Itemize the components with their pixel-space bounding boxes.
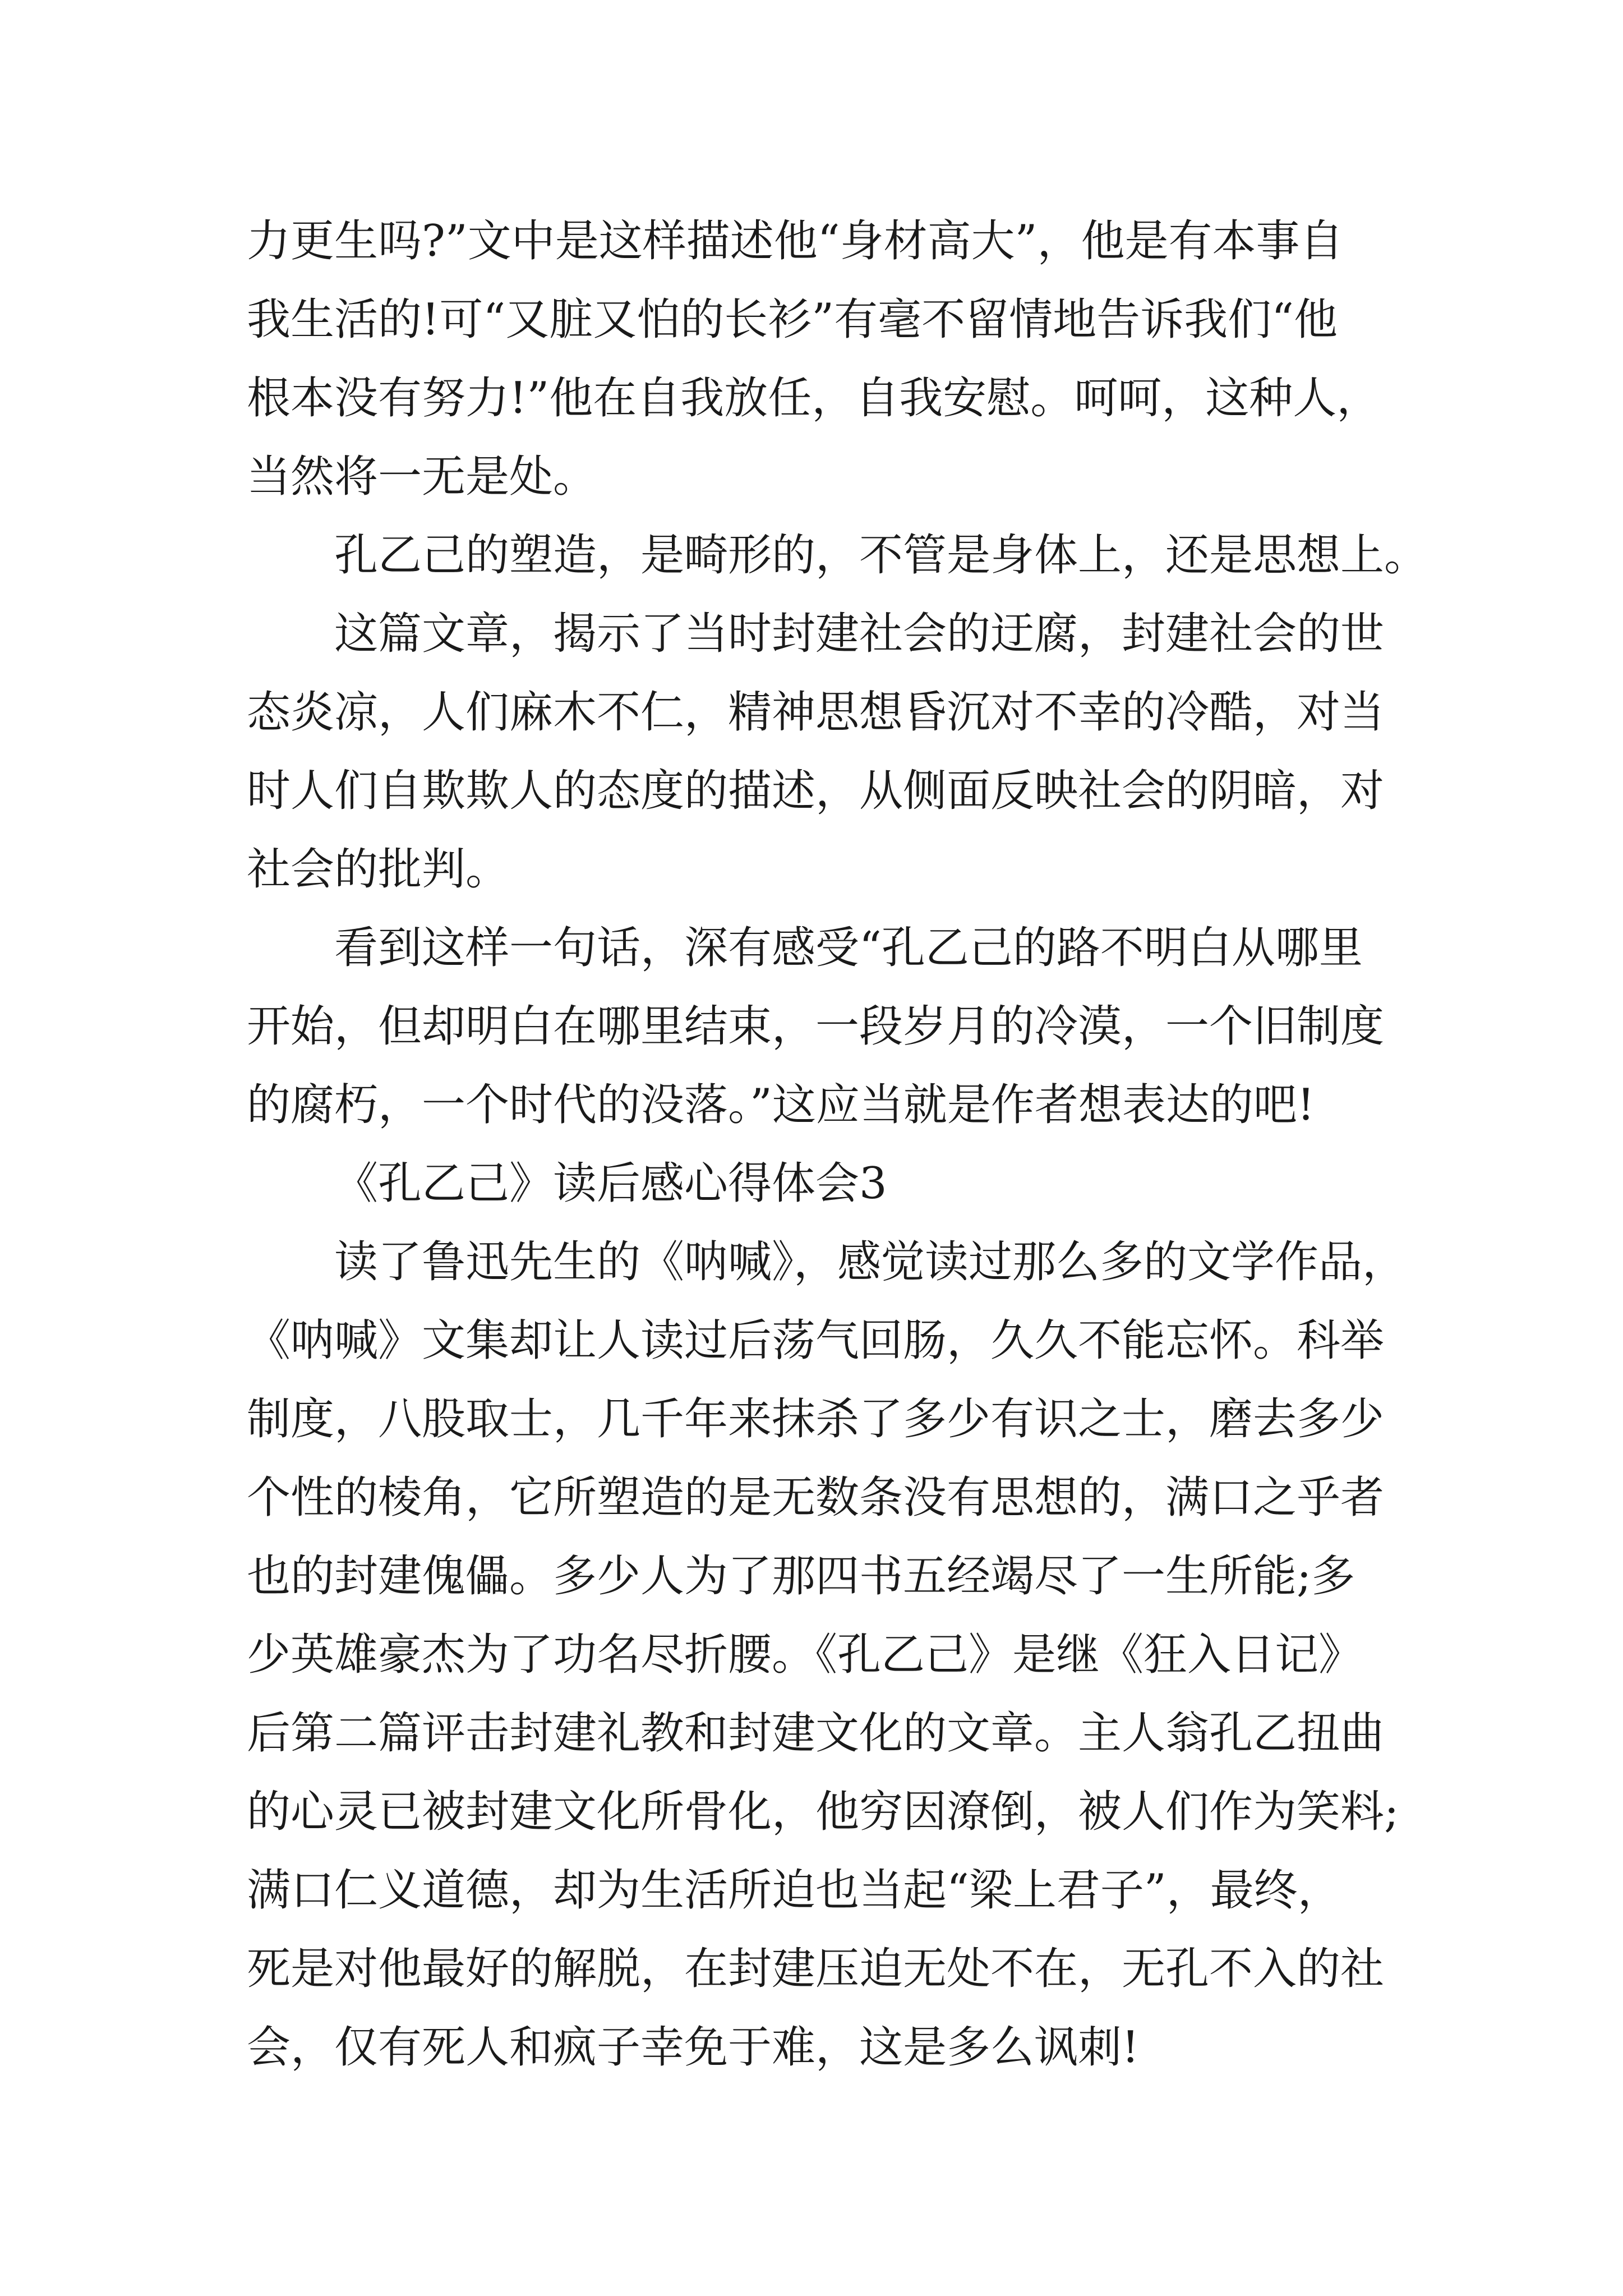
text-line: 的腐朽，一个时代的没落。”这应当就是作者想表达的吧! [247, 1080, 1315, 1130]
document-body [247, 202, 1428, 2087]
text-line: 社会的批判。 [247, 844, 510, 895]
text-line: 孔乙己的塑造，是畸形的，不管是身体上，还是思想上。 [334, 530, 1428, 581]
text-line: 死是对他最好的解脱，在封建压迫无处不在，无孔不入的社 [247, 1944, 1385, 1994]
text-line: 我生活的!可“又脏又怕的长衫”有毫不留情地告诉我们“他 [247, 295, 1338, 345]
text-line: 态炎凉，人们麻木不仁，精神思想昏沉对不幸的冷酷，对当 [247, 687, 1385, 738]
text-line: 的心灵已被封建文化所骨化，他穷因潦倒，被人们作为笑料; [247, 1787, 1399, 1837]
text-line: 看到这样一句话，深有感受“孔乙己的路不明白从哪里 [334, 923, 1363, 973]
text-line: 个性的棱角，它所塑造的是无数条没有思想的，满口之乎者 [247, 1473, 1385, 1523]
text-line: 当然将一无是处。 [247, 452, 597, 502]
text-line: 《呐喊》文集却让人读过后荡气回肠，久久不能忘怀。科举 [247, 1315, 1385, 1366]
text-line: 也的封建傀儡。多少人为了那四书五经竭尽了一生所能;多 [247, 1551, 1355, 1602]
text-line: 开始，但却明白在哪里结束，一段岁月的冷漠，一个旧制度 [247, 1001, 1385, 1052]
text-line: 会，仅有死人和疯子幸免于难，这是多么讽刺! [247, 2022, 1140, 2073]
text-line: 少英雄豪杰为了功名尽折腰。《孔乙己》是继《狂入日记》 [247, 1630, 1363, 1680]
text-line: 制度，八股取士，几千年来抹杀了多少有识之士，磨去多少 [247, 1394, 1385, 1444]
text-line: 满口仁义道德，却为生活所迫也当起“梁上君子”，最终， [247, 1865, 1341, 1916]
text-line: 时人们自欺欺人的态度的描述，从侧面反映社会的阴暗，对 [247, 766, 1385, 816]
text-line: 力更生吗?”文中是这样描述他“身材高大”，他是有本事自 [247, 216, 1344, 266]
section-heading: 《孔乙己》读后感心得体会3 [334, 1158, 887, 1209]
text-line: 这篇文章，揭示了当时封建社会的迂腐，封建社会的世 [334, 609, 1385, 659]
text-line: 根本没有努力!”他在自我放任，自我安慰。呵呵，这种人， [247, 373, 1381, 424]
text-line: 读了鲁迅先生的《呐喊》，感觉读过那么多的文学作品， [334, 1237, 1407, 1287]
text-line: 后第二篇评击封建礼教和封建文化的文章。主人翁孔乙扭曲 [247, 1708, 1385, 1759]
